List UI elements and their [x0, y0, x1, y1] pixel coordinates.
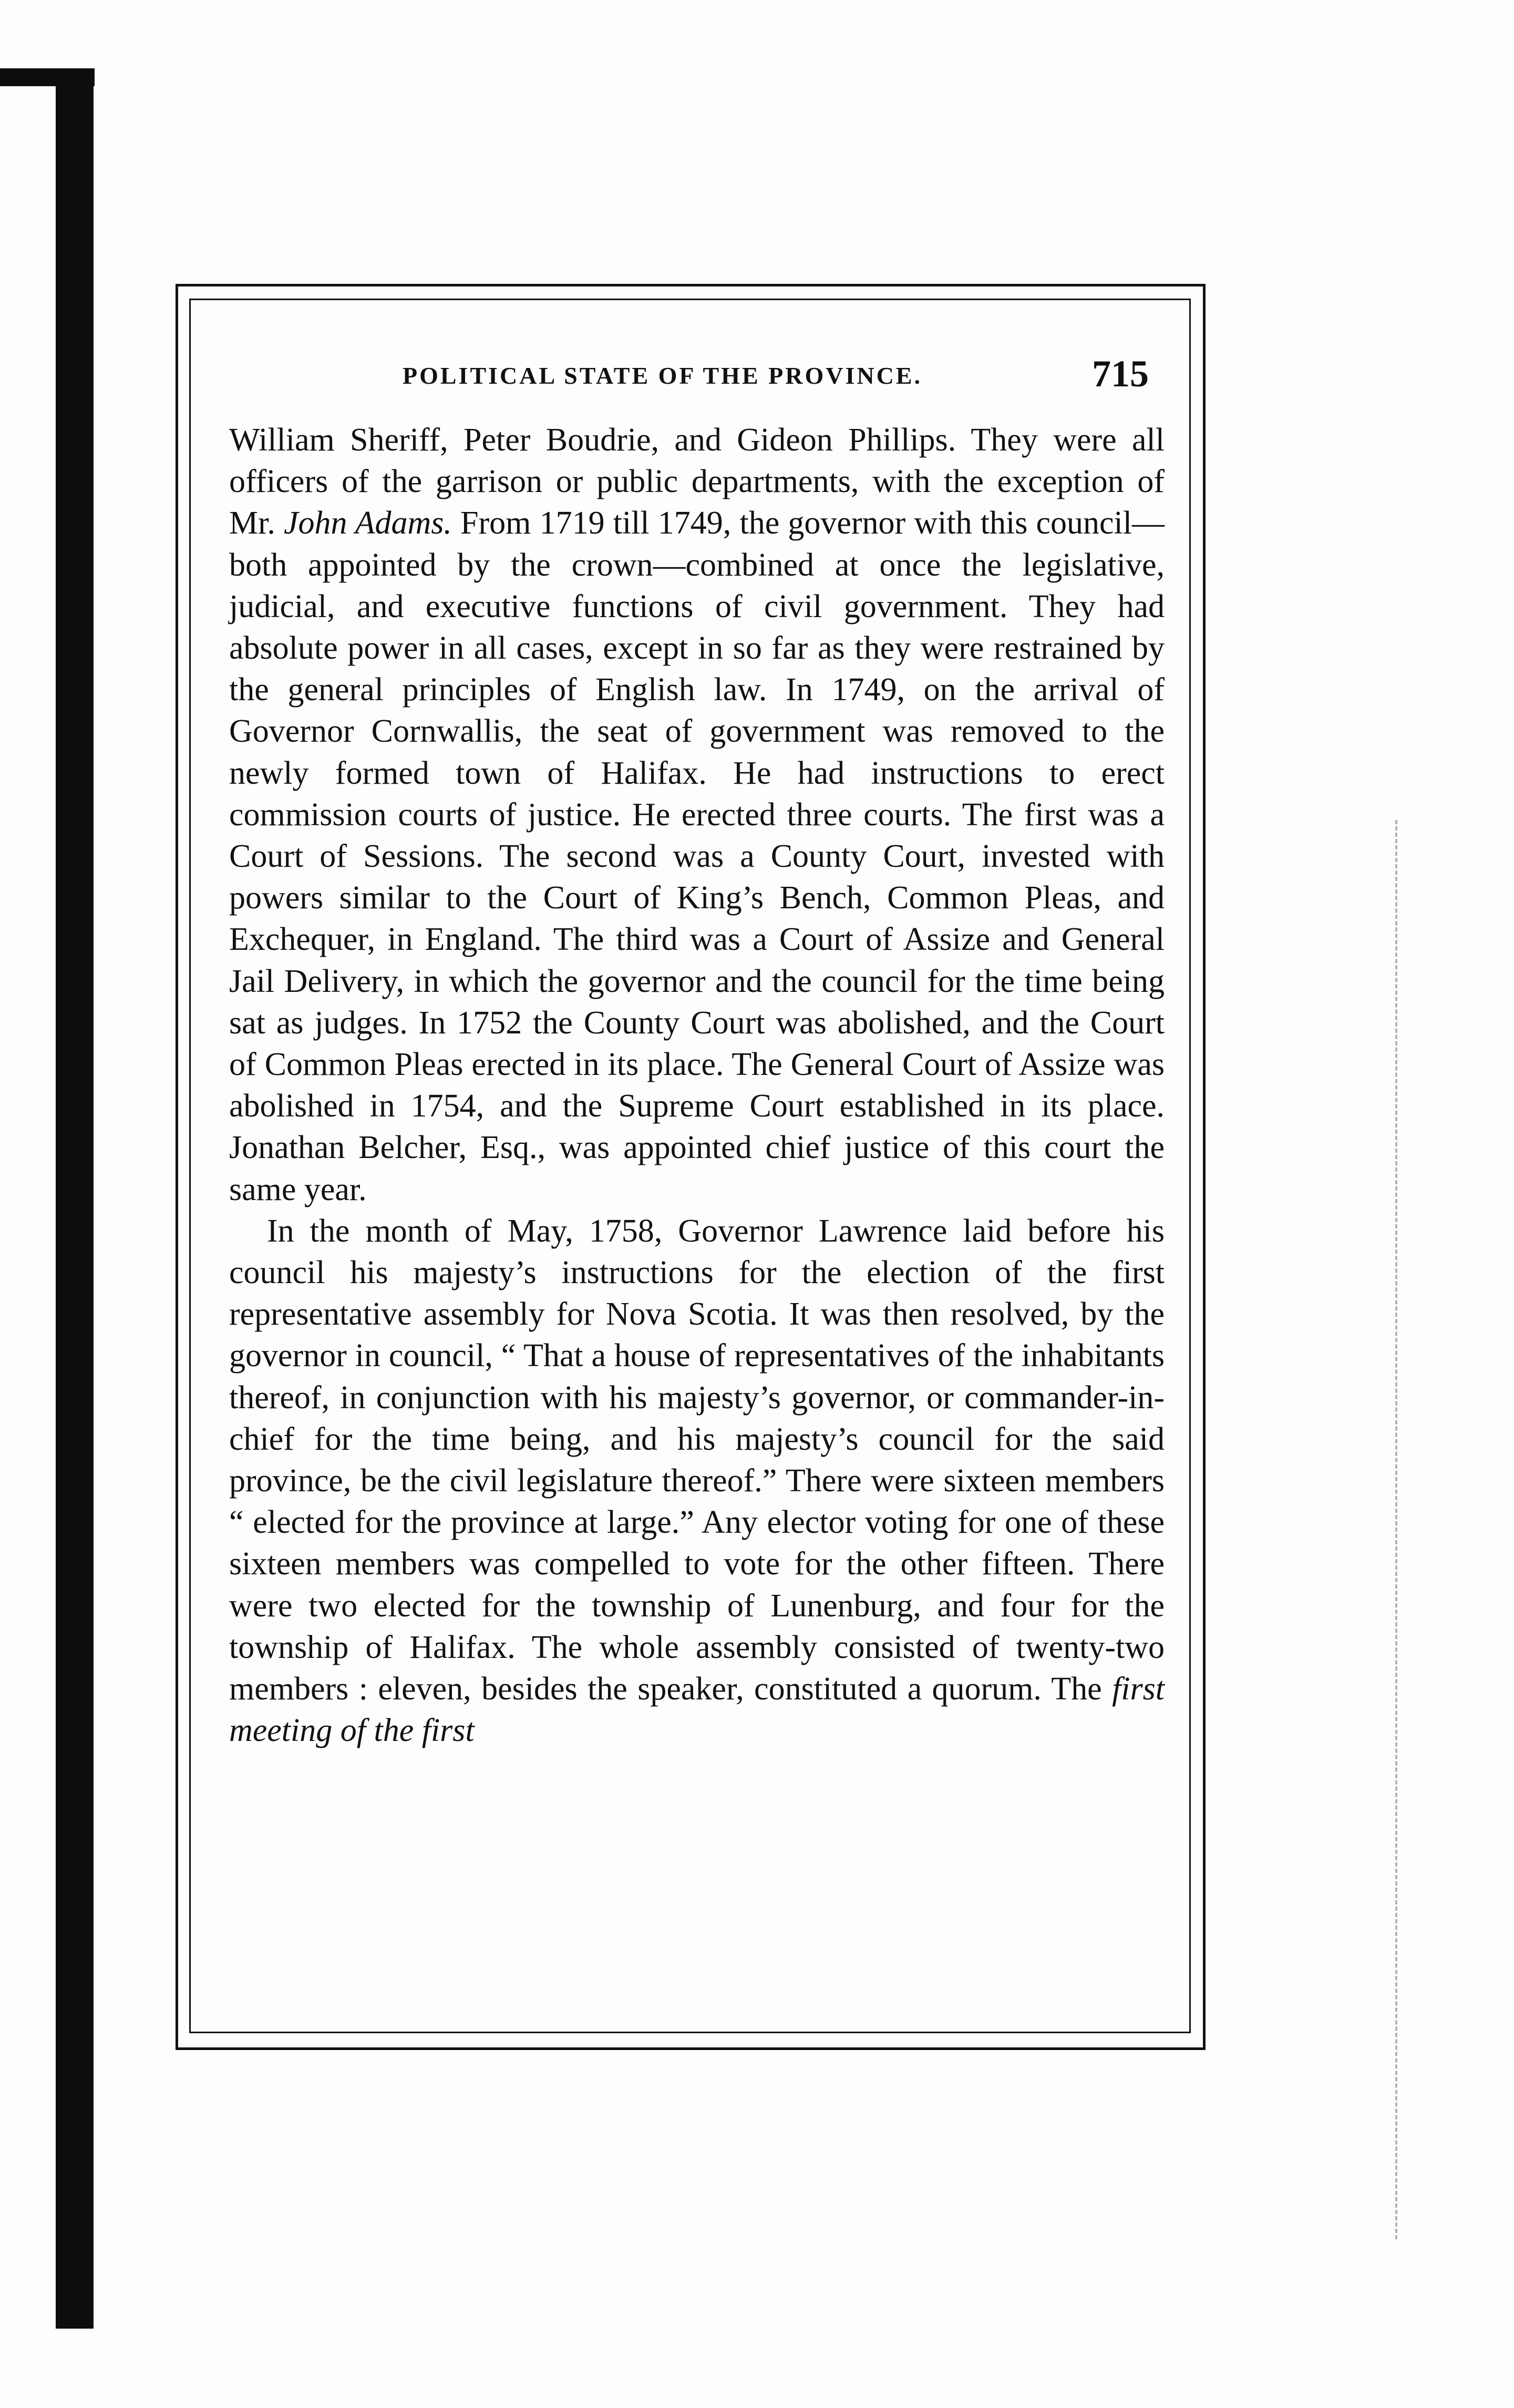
italic-text: first meeting of the first: [229, 1671, 1165, 1749]
paragraph-1: [229, 419, 1165, 1211]
gutter-scan-marks: [1395, 820, 1445, 2239]
running-title: POLITICAL STATE OF THE PROVINCE.: [403, 362, 922, 389]
page-number: 715: [1092, 353, 1149, 395]
text-run: From 1719 till 1749, the governor with this council—both appointed by the crown—combined at once the legislative, judicial, and executive functions of civil government. They had absolute power in all cases, except in so far as they were restrained by the general principles of English law. In 1749, on the arrival of Governor Cornwallis, the seat of government was removed to the newly formed town of Halifax. He had instructions to erect commission courts of justice. He erected three courts. The first was a Court of Sessions. The second was a County Court, invested with powers similar to the Court of King’s Bench, Common Pleas, and Exchequer, in England. The third was a Court of Assize and General Jail Delivery, in which the governor and the council for the time being sat as judges. In 1752 the County Court was abolished, and the Court of Common Pleas erected in its place. The General Court of Assize was abolished in 1754, and the Supreme Court established in its place. Jonathan Belcher, Esq., was appointed chief justice of this court the same year.: [229, 505, 1165, 1207]
page-content: [229, 352, 1165, 2008]
text-run: William Sheriff, Peter Boudrie, and Gideon Phillips. They were all officers of the garrison or public departments, with the exception of Mr.: [229, 422, 1165, 541]
italic-text: John Adams.: [284, 505, 452, 541]
binding-edge: [56, 68, 94, 2329]
body-text: [229, 419, 1165, 1752]
running-head: [229, 352, 1165, 405]
text-run: In the month of May, 1758, Governor Lawrence laid before his council his majesty’s instructions for the election of the first representative assembly for Nova Scotia. It was then resolved, by the governor in council, “ That a house of representatives of the inhabitants thereof, in conjunction with his majesty’s governor, or commander-in-chief for the time being, and his majesty’s council for the said province, be the civil legislature thereof.” There were sixteen members “ elected for the province at large.” Any elector voting for one of these sixteen members was compelled to vote for the other fifteen. There were two elected for the township of Lunenburg, and four for the township of Halifax. The whole assembly consisted of twenty-two members : eleven, besides the speaker, constituted a quorum. The: [229, 1213, 1165, 1707]
paragraph-2: [229, 1211, 1165, 1752]
